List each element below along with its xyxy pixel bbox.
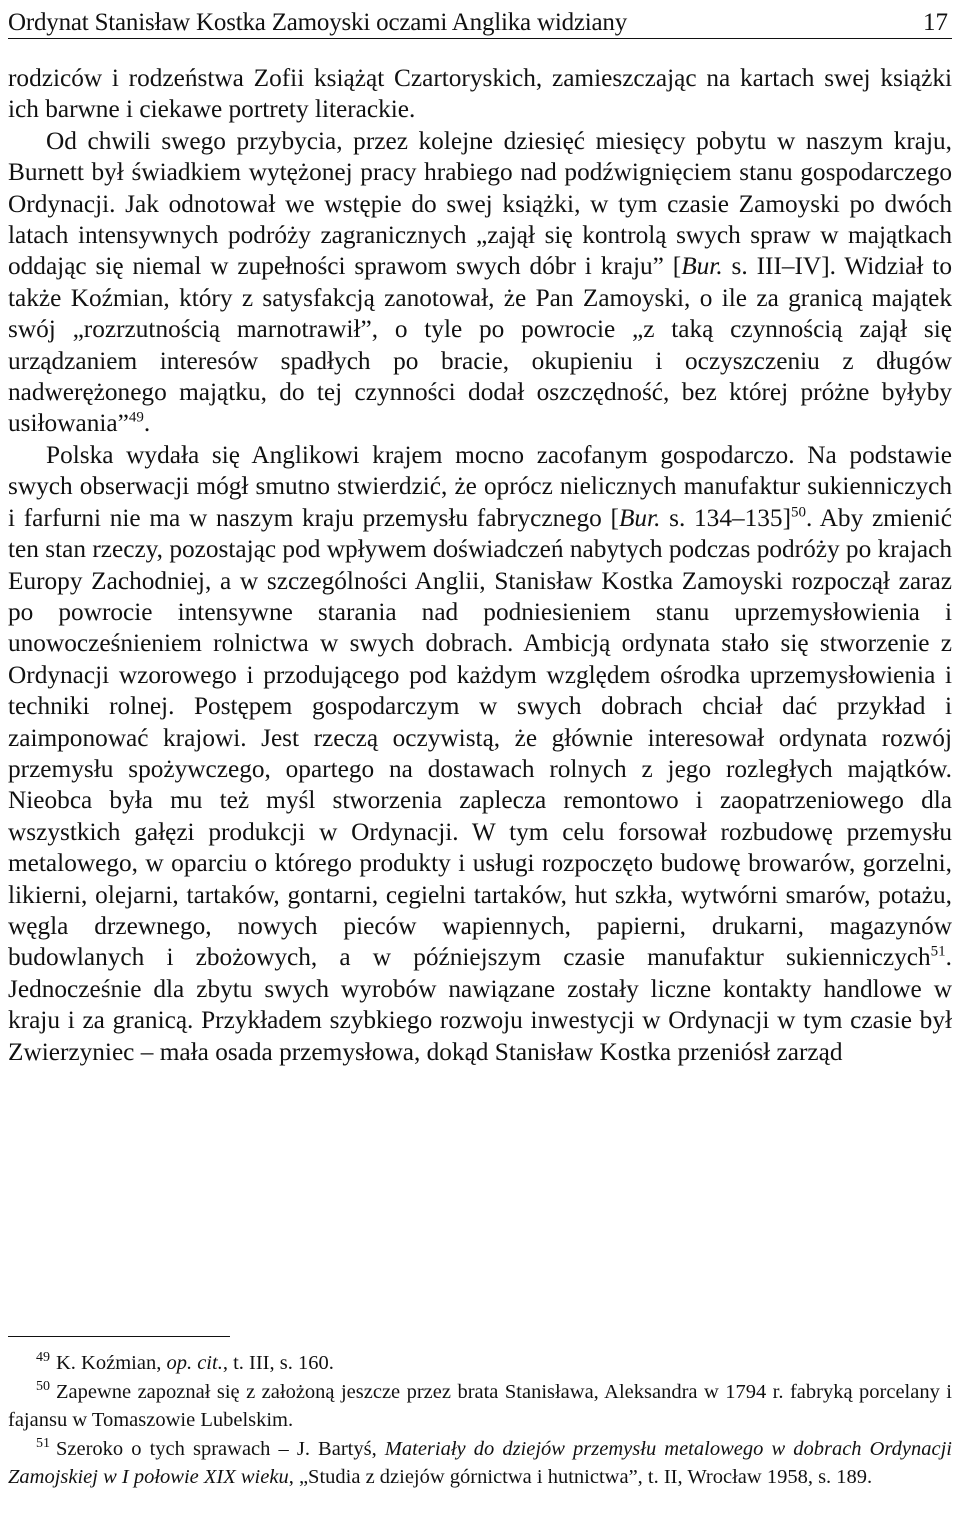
paragraph-3-text-c: . Aby zmienić ten stan rzeczy, pozostając pod wpływem doświadczeń nabytych podczas podróży po krajach Europy Zachodniej, a w szczególności Anglii, Stanisław Kostka Zamoyski rozpoczął zaraz po powrocie intensywne starania nad podniesieniem stanu uprzemysłowienia i unowocześnieniem rolnictwa w swych dobrach. Ambicją ordynata stało się stworzenie z Ordynacji wzorowego i przodującego pod każdym względem ośrodka uprzemysłowienia i techniki rolnej. Postępem gospodarczym w swych dobrach chciał dać przykład i zaimponować krajowi. Jest rzeczą oczywistą, że głównie interesował ordynata rozwój przemysłu spożywczego, opartego na dostawach rolnych z jego rozległych majątków. Nieobca była mu też myśl stworzenia zaplecza remontowo i zaopatrzeniowego dla wszystkich gałęzi produkcji w Ordynacji. W tym celu forsował rozbudowę przemysłu metalowego, w oparciu o którego produkty i usługi rozpoczęto budowę browarów, gorzelni, likierni, olejarni, tartaków, gontarni, cegielni tartaków, hut szkła, wytwórni smarów, potażu, węgla drzewnego, nowych pieców wapiennych, papierni, drukarni, magazynów budowlanych i zbożowych, a w późniejszym czasie manufaktur sukienniczych [8,503,953,972]
paragraph-1-text: rodziców i rodzeństwa Zofii książąt Czartoryskich, zamieszczając na kartach swej książki ich barwne i ciekawe portrety literackie. [8,64,952,124]
page-number: 17 [923,9,948,36]
footnote-text: Szeroko o tych sprawach – J. Bartyś, [56,1437,385,1460]
footnote-text: Zapewne zapoznał się z założoną jeszcze przez brata Stanisława, Aleksandra w 1794 r. fabryką porcelany i fajansu w Tomaszowie Lubelskim. [8,1380,952,1431]
running-header [8,0,952,39]
paragraph-2-end: . [143,409,151,438]
footnote-italic: op. cit. [166,1352,223,1374]
body-text [8,63,952,1068]
running-title: Ordynat Stanisław Kostka Zamoyski oczami Anglika widziany [8,9,628,36]
footnote-49 [8,1349,952,1378]
footnote-number: 51 [36,1435,50,1451]
paragraph-3 [8,440,952,1068]
paragraph-3-text-b: s. 134–135] [660,503,791,532]
footnote-separator [8,1336,230,1337]
footnote-ref-51: 51 [930,943,946,960]
footnote-text: K. Koźmian, [56,1352,167,1374]
footnote-number: 49 [36,1350,50,1366]
footnote-text: , „Studia z dziejów górnictwa i hutnictwa”, t. II, Wrocław 1958, s. 189. [288,1466,873,1488]
paragraph-2-text-a: Od chwili swego przybycia, przez kolejne dziesięć miesięcy pobytu w naszym kraju, Burnett był świadkiem wytężonej pracy hrabiego nad podźwignięciem stanu gospodarczego Ordynacji. Jak odnotował we wstępie do swej książki, w tym czasie Zamoyski po dwóch latach intensywnych podróży zagranicznych „zajął się kontrolą swych spraw w majątkach oddając się niemal w zupełności sprawom swych dóbr i kraju” [ [8,126,952,281]
footnote-number: 50 [36,1378,50,1394]
footnote-51 [8,1435,952,1492]
footnote-text: , t. III, s. 160. [222,1352,334,1374]
paragraph-3-text-d: . Jednocześnie dla zbytu swych wyrobów nawiązane zostały liczne kontakty handlowe w kraju i za granicą. Przykładem szybkiego rozwoju inwestycji w Ordynacji w tym czasie był Zwierzyniec – mała osada przemysłowa, dokąd Stanisław Kostka przeniósł zarząd [8,943,952,1066]
citation-bur: Bur. [618,503,661,532]
footnote-ref-50: 50 [791,504,806,521]
footnote-ref-49: 49 [128,410,144,427]
paragraph-2 [8,126,952,440]
paragraph-2-text-b: s. III–IV]. Widział to także Koźmian, który z satysfakcją zanotował, że Pan Zamoyski, o ile za granicą majątek swój „rozrzutnością marnotrawił”, o tyle po powrocie „z taką czynnością zajął się urządzaniem interesów spadłych po bracie, okupieniu i oczyszczeniu z długów nadwerężonego majątku, do tej czynności dodał oszczędność, bez której próżne byłyby usiłowania” [8,252,952,438]
citation-bur: Bur. [681,252,723,281]
paragraph-3-text-a: Polska wydała się Anglikowi krajem mocno zacofanym gospodarczo. Na podstawie swych obserwacji mógł smutno stwierdzić, że oprócz nielicznych manufaktur sukienniczych i farfurni nie ma w naszym kraju przemysłu fabrycznego [ [8,440,952,532]
footnote-50 [8,1378,952,1435]
paragraph-1 [8,63,952,126]
footnotes [8,1349,952,1492]
footnote-italic: Materiały do dziejów przemysłu metalowego w dobrach Ordynacji Zamojskiej w I połowie XIX wieku [8,1437,952,1488]
